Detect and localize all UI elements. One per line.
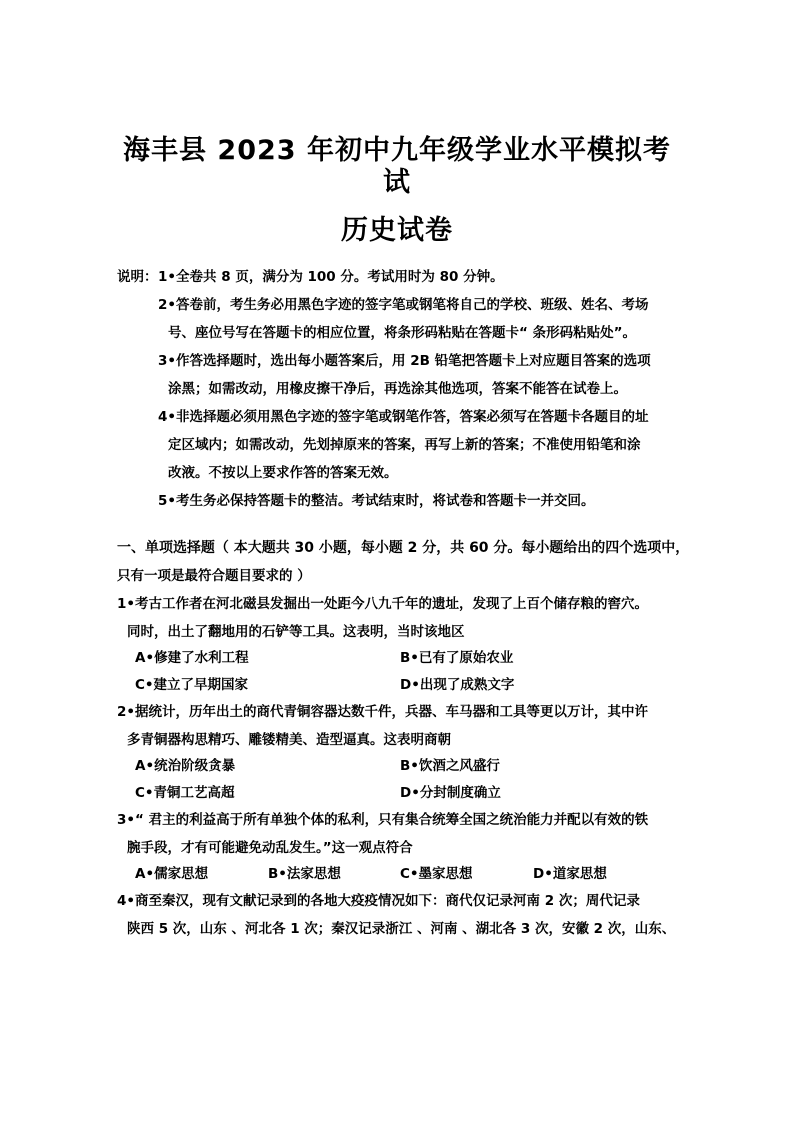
- option-b: B•法家思想: [268, 866, 341, 882]
- instruction-item: 3•作答选择题时，选出每小题答案后，用 2B 铅笔把答题卡上对应题目答案的选项: [158, 353, 651, 369]
- option-a: A•修建了水利工程: [135, 650, 249, 666]
- question-stem: 1•考古工作者在河北磁县发掘出一处距今八九千年的遗址，发现了上百个储存粮的窖穴。: [117, 596, 649, 612]
- question-stem-continued: 同时，出土了翻地用的石铲等工具。这表明，当时该地区: [127, 624, 465, 640]
- section-heading: 一、单项选择题（ 本大题共 30 小题，每小题 2 分，共 60 分。每小题给出的四个选项中，: [117, 540, 690, 556]
- option-c: C•青铜工艺高超: [135, 785, 235, 801]
- instruction-item: 定区域内；如需改动，先划掉原来的答案，再写上新的答案；不准使用铅笔和涂: [168, 437, 641, 453]
- section-heading-continued: 只有一项是最符合题目要求的 ）: [117, 568, 311, 584]
- question-stem-continued: 多青铜器构思精巧、雕镂精美、造型逼真。这表明商朝: [127, 732, 451, 748]
- option-b: B•已有了原始农业: [400, 650, 514, 666]
- instruction-item: 号、座位号写在答题卡的相应位置，将条形码粘贴在答题卡“ 条形码粘贴处”。: [168, 325, 636, 341]
- option-d: D•分封制度确立: [400, 785, 501, 801]
- instructions-label: 说明：: [117, 269, 158, 285]
- question-stem-continued: 陕西 5 次，山东 、河北各 1 次；秦汉记录浙江 、河南 、湖北各 3 次，安徽 2 次，山东、: [127, 921, 676, 937]
- option-b: B•饮酒之风盛行: [400, 758, 500, 774]
- instruction-item: 改液。不按以上要求作答的答案无效。: [168, 465, 398, 481]
- instruction-item: 4•非选择题必须用黑色字迹的签字笔或钢笔作答，答案必须写在答题卡各题目的址: [158, 409, 649, 425]
- instruction-item: 5•考生务必保持答题卡的整洁。考试结束时，将试卷和答题卡一并交回。: [158, 493, 595, 509]
- option-a: A•统治阶级贪暴: [135, 758, 236, 774]
- instruction-item: 1•全卷共 8 页，满分为 100 分。考试用时为 80 分钟。: [158, 269, 504, 285]
- question-stem: 4•商至秦汉，现有文献记录到的各地大疫疫情况如下：商代仅记录河南 2 次；周代记录: [117, 893, 640, 909]
- option-c: C•墨家思想: [400, 866, 473, 882]
- question-stem: 2•据统计，历年出土的商代青铜容器达数千件，兵器、车马器和工具等更以万计，其中许: [117, 704, 649, 720]
- option-d: D•出现了成熟文字: [400, 677, 515, 693]
- instruction-item: 2•答卷前，考生务必用黑色字迹的签字笔或钢笔将自己的学校、班级、姓名、考场: [158, 297, 649, 313]
- option-c: C•建立了早期国家: [135, 677, 249, 693]
- instruction-item: 涂黑；如需改动，用橡皮擦干净后，再选涂其他选项，答案不能答在试卷上。: [168, 381, 627, 397]
- question-stem-continued: 腕手段，才有可能避免动乱发生。”这一观点符合: [127, 840, 413, 856]
- option-a: A•儒家思想: [135, 866, 209, 882]
- exam-title-continued: 试: [383, 167, 411, 198]
- exam-title: 海丰县 2023 年初中九年级学业水平模拟考: [123, 135, 671, 166]
- question-stem: 3•“ 君主的利益高于所有单独个体的私利，只有集合统筹全国之统治能力并配以有效的铁: [117, 812, 649, 828]
- exam-subtitle: 历史试卷: [341, 215, 453, 246]
- option-d: D•道家思想: [533, 866, 607, 882]
